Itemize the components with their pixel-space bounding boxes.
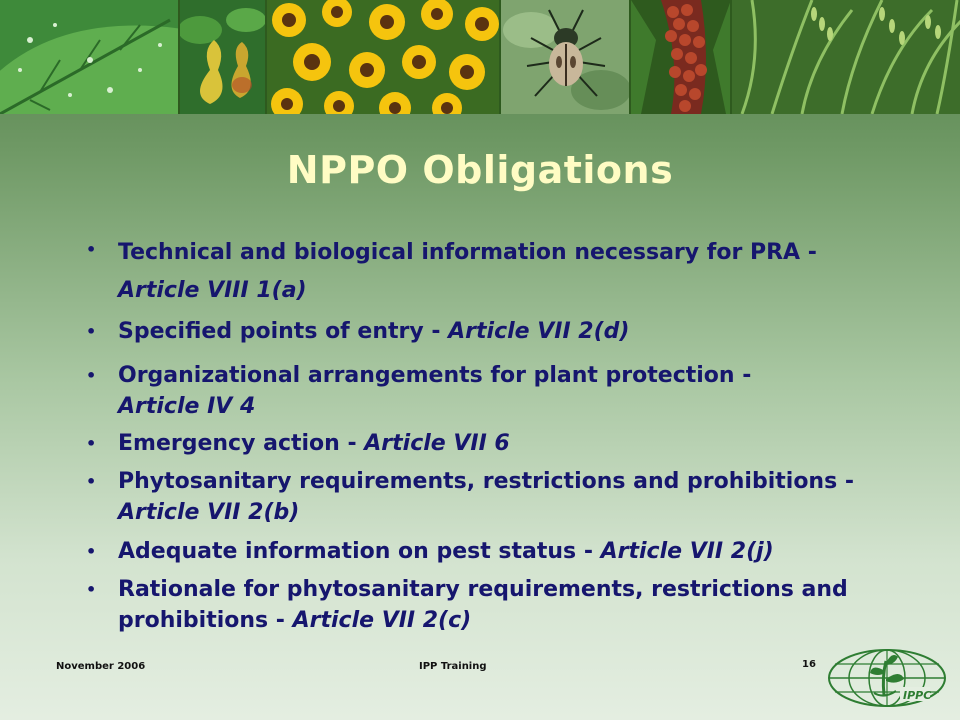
bullet-dot-icon: •: [86, 542, 97, 561]
bullet-text: Emergency action - Article VII 6: [118, 431, 510, 456]
pears-image: [180, 0, 267, 114]
sunflowers-image: [267, 0, 501, 114]
logo-text: IPPC: [903, 689, 932, 702]
article-reference: Article VII 6: [364, 431, 510, 456]
leaf-image: [0, 0, 180, 114]
article-reference: Article VII 2(b): [118, 500, 300, 525]
photo-banner: [0, 0, 960, 114]
article-reference: Article VII 2(j): [600, 539, 774, 564]
article-reference: Article VII 2(d): [448, 319, 630, 344]
bullet-text: Adequate information on pest status - Article VII 2(j): [118, 539, 774, 564]
bullet-text: Organizational arrangements for plant protection - Article IV 4: [118, 363, 752, 419]
article-reference: Article VII 2(c): [292, 608, 472, 633]
bullet-dot-icon: •: [86, 472, 97, 491]
bullet-text: Rationale for phytosanitary requirements, restrictions and prohibitions - Article VII 2(c): [118, 577, 848, 633]
bullet-dot-icon: •: [86, 580, 97, 599]
bullet-text: Phytosanitary requirements, restrictions and prohibitions - Article VII 2(b): [118, 469, 854, 525]
bullet-dot-icon: •: [86, 434, 97, 453]
bullet-text: Technical and biological information necessary for PRA - Article VIII 1(a): [118, 240, 817, 303]
bullet-dot-icon: •: [86, 322, 97, 341]
page-number: 16: [802, 659, 816, 670]
ippc-logo: [826, 647, 948, 709]
footer-date: November 2006: [56, 661, 146, 672]
red-berries-image: [631, 0, 732, 114]
article-reference: Article IV 4: [118, 394, 256, 419]
ippc-globe-plant-icon: [826, 647, 948, 709]
rice-plants-image: [732, 0, 960, 114]
bullet-text: Specified points of entry - Article VII 2(d): [118, 319, 630, 344]
footer-title: IPP Training: [419, 661, 487, 672]
article-reference: Article VIII 1(a): [118, 278, 307, 303]
bullet-dot-icon: •: [86, 366, 97, 385]
bullet-dot-icon: •: [86, 240, 97, 259]
beetle-image: [501, 0, 632, 114]
slide-title: NPPO Obligations: [286, 148, 674, 192]
